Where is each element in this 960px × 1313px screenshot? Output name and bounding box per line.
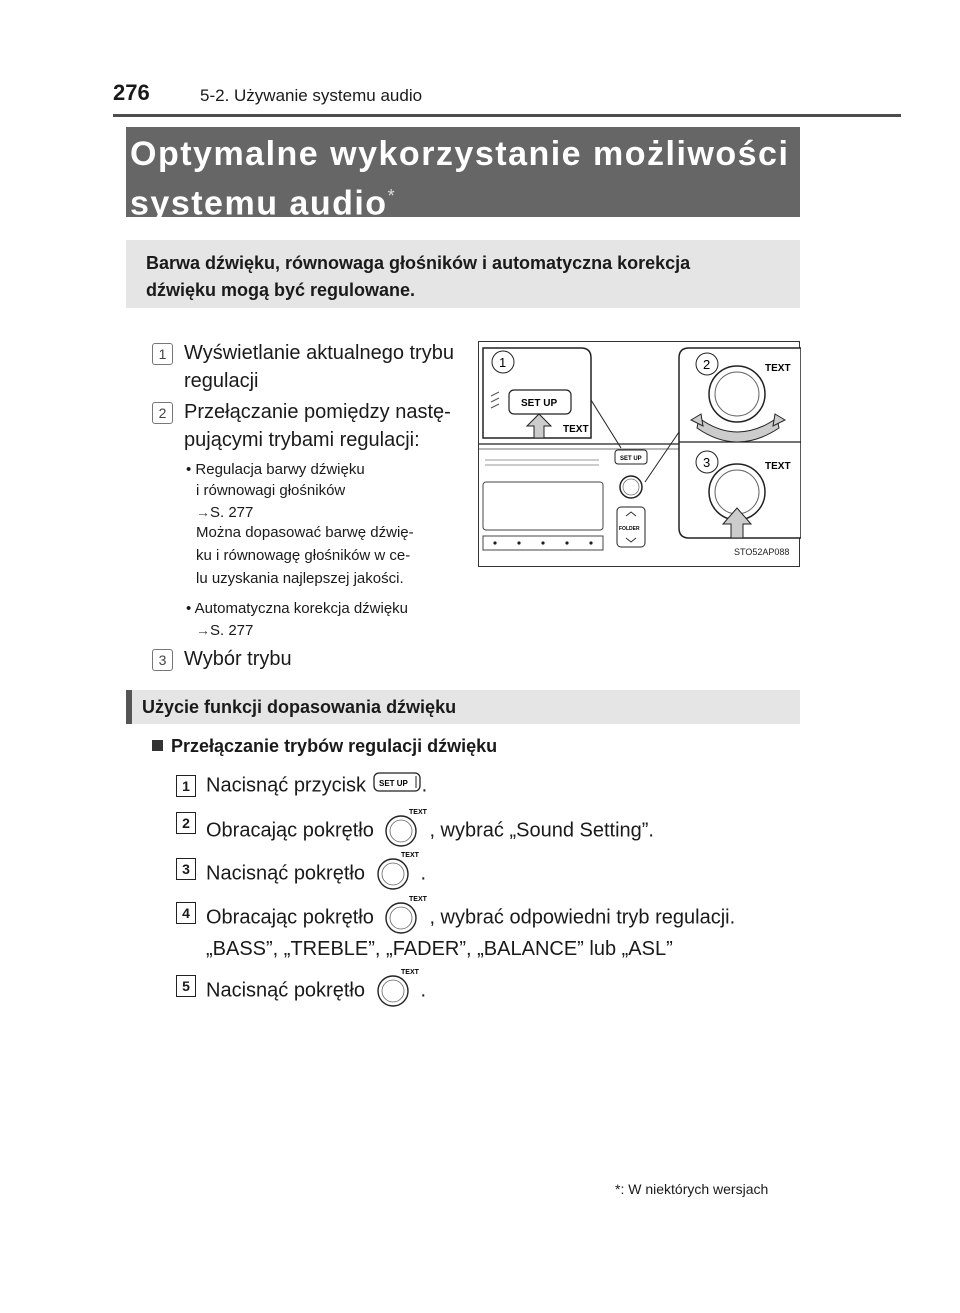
knob-text-label-bottom: TEXT [765,461,791,472]
step-1-after: . [421,774,428,797]
sub-item-note-line-2: ku i równowagę głośników w ce- [196,547,411,564]
figure-caption: STO52AP088 [734,547,790,557]
page-title-line-2-text: systemu audio [130,184,388,223]
step-2-text [206,807,654,855]
step-number-4: 4 [176,902,196,924]
step-number-2: 2 [176,812,196,834]
callout-number-3: 3 [152,649,173,671]
step-2-before: Obracając pokrętło [206,819,374,842]
title-asterisk: * [387,186,397,206]
zoom-text-label: TEXT [563,424,589,435]
step-5-after: . [420,979,427,1002]
step-number-1: 1 [176,775,196,797]
knob-icon-label: TEXT [400,852,419,859]
knob-icon-label: TEXT [400,969,419,976]
step-4-after: , wybrać odpowiedni tryb regulacji. [429,906,736,929]
sub-item-note-line-1: Można dopasować barwę dźwię- [196,524,414,541]
adjustment-modes-list: „BASS”, „TREBLE”, „FADER”, „BALANCE” lub „ASL” [206,938,673,960]
sub-item-asl: • Automatyczna korekcja dźwięku [186,600,409,617]
reference-arrow-icon: → [196,504,210,520]
audio-panel-drawing [479,342,801,568]
step-4-before: Obracając pokrętło [206,906,374,929]
audio-panel-illustration [478,341,800,567]
step-3-after: . [420,862,427,885]
intro-line-2: dźwięku mogą być regulowane. [146,280,416,300]
step-5-before: Nacisnąć pokrętło [206,979,365,1002]
callout-2-text-line-1: Przełączanie pomiędzy nastę- [184,401,451,423]
page-title-banner [126,127,800,223]
callout-number-1: 1 [152,343,173,365]
zoom-setup-label: SET UP [521,398,558,409]
knob-text-label-top: TEXT [765,363,791,374]
header-divider [113,114,901,117]
sub-item-tone-balance-reference [196,502,253,523]
page-title-line-1: Optymalne wykorzystanie możliwości [130,135,790,173]
figure-callout-3: 3 [703,455,711,470]
reference-arrow-icon: → [196,622,210,638]
page-number: 276 [113,80,150,105]
callout-3-text: Wybór trybu [184,648,292,670]
tune-knob-icon [379,807,429,855]
step-3-before: Nacisnąć pokrętło [206,862,365,885]
intro-line-1: Barwa dźwięku, równowaga głośników i automatyczna korekcja [146,253,691,273]
setup-icon-label: SET UP [378,779,408,788]
step-1-before: Nacisnąć przycisk [206,774,367,797]
square-bullet-icon [152,740,163,751]
step-3-text [206,850,426,898]
step-1-text [206,770,427,802]
step-number-5: 5 [176,975,196,997]
footnote: *: W niektórych wersjach [615,1181,769,1197]
section-heading: Użycie funkcji dopasowania dźwięku [126,690,800,724]
subheading [152,736,497,757]
step-2-after: , wybrać „Sound Setting”. [429,819,654,842]
figure-callout-1: 1 [499,355,507,370]
sub-item-asl-reference [196,620,253,641]
callout-1-text-line-2: regulacji [184,370,259,392]
page-title-line-2 [130,175,800,224]
folder-label: FOLDER [619,526,640,532]
step-number-3: 3 [176,858,196,880]
reference-page: S. 277 [210,504,254,521]
figure-callout-2: 2 [703,357,711,372]
sub-item-tone-balance-line-2: i równowagi głośników [196,482,346,499]
panel-setup-label: SET UP [620,456,642,462]
intro-box [126,240,800,308]
section-reference: 5-2. Używanie systemu audio [200,86,423,105]
knob-icon-label: TEXT [409,896,428,903]
knob-icon-label: TEXT [409,809,428,816]
callout-1-text-line-1: Wyświetlanie aktualnego trybu [184,342,454,364]
sub-item-note-line-3: lu uzyskania najlepszej jakości. [196,570,404,587]
subheading-text: Przełączanie trybów regulacji dźwięku [171,736,498,756]
setup-button-icon [372,770,422,802]
callout-2-text-line-2: pującymi trybami regulacji: [184,429,420,451]
callout-number-2: 2 [152,402,173,424]
sub-item-tone-balance: • Regulacja barwy dźwięku [186,461,365,478]
tune-knob-icon [371,967,421,1015]
tune-knob-icon [371,850,421,898]
reference-page: S. 277 [210,622,254,639]
step-5-text [206,967,426,1015]
